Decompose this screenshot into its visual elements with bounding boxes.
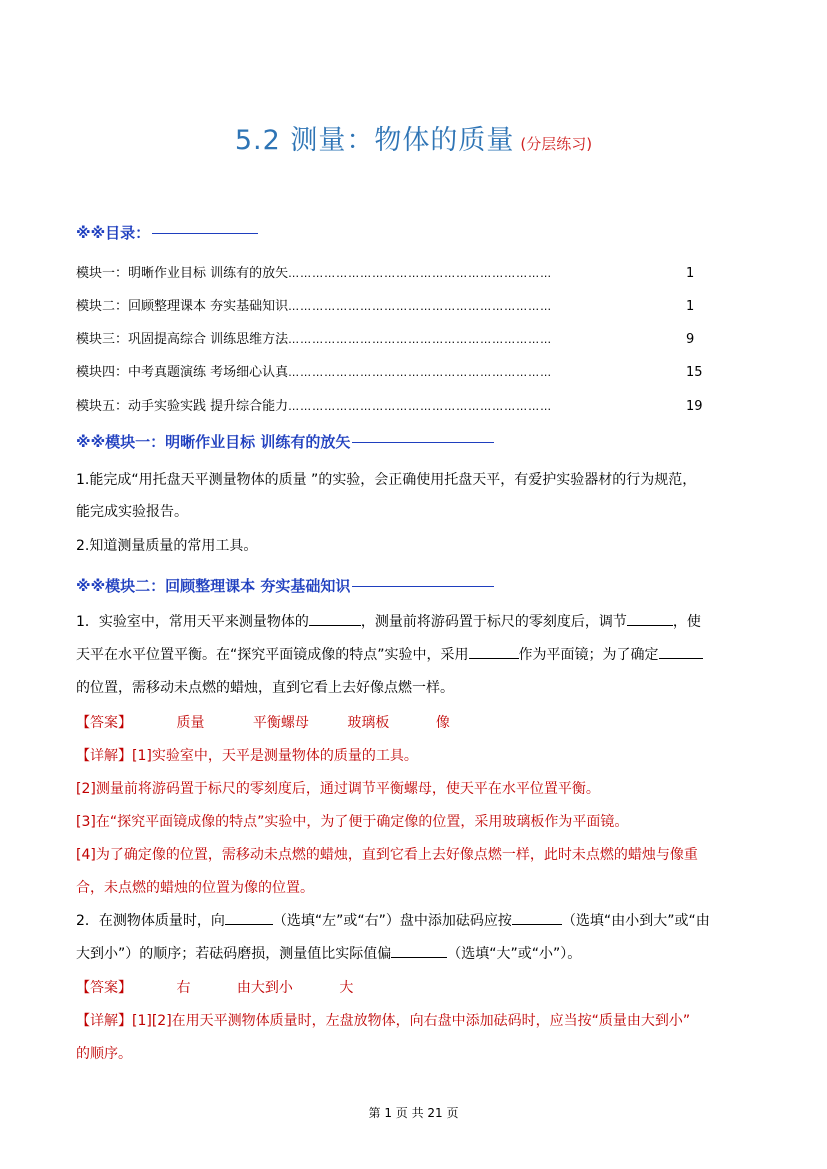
answer-label: 【答案】 <box>76 715 132 731</box>
toc-leader-dots: ………………………………………………………… <box>288 400 553 413</box>
module2-heading <box>76 575 494 596</box>
q1-detail-line-1 <box>76 745 756 768</box>
q1-line-3: 的位置，需移动未点燃的蜡烛，直到它看上去好像点燃一样。 <box>76 680 454 696</box>
q1-detail-line-3: [3]在“探究平面镜成像的特点”实验中，为了便于确定像的位置，采用玻璃板作为平面镜。 <box>76 814 629 830</box>
module1-heading <box>76 431 494 452</box>
q1-detail <box>76 745 756 900</box>
answer-blank[interactable] <box>512 910 562 925</box>
answer-blank[interactable] <box>391 943 447 958</box>
toc-item-page: 1 <box>686 266 695 281</box>
module1-goal-1 <box>76 469 756 524</box>
module1-goal-2: 2.知道测量质量的常用工具。 <box>76 538 258 554</box>
question-2 <box>76 910 756 966</box>
q1-line-1 <box>76 611 756 634</box>
answer-blank[interactable] <box>309 611 361 626</box>
toc-item-page: 9 <box>686 332 695 347</box>
detail-text: [1]实验室中，天平是测量物体的质量的工具。 <box>132 748 418 764</box>
q1-text: 天平在水平位置平衡。在“探究平面镜成像的特点”实验中，采用 <box>76 647 469 663</box>
toc-leader-dots: ………………………………………………………… <box>288 366 553 379</box>
toc-item-page: 19 <box>686 399 703 414</box>
toc-heading <box>76 222 258 243</box>
q2-line-1 <box>76 910 756 933</box>
answer-value: 平衡螺母 <box>252 715 309 731</box>
detail-label: 【详解】 <box>76 1013 132 1029</box>
title-main: 5.2 测量：物体的质量 <box>234 125 515 156</box>
q2-detail-line-1 <box>76 1010 756 1033</box>
answer-value: 像 <box>435 715 450 731</box>
q1-detail-line-4: [4]为了确定像的位置，需移动未点燃的蜡烛，直到它看上去好像点燃一样，此时未点燃的蜡烛与像重 <box>76 847 698 863</box>
toc-item-label: 模块四：中考真题演练 考场细心认真 <box>76 365 289 380</box>
toc-item-page: 15 <box>686 365 703 380</box>
toc-item-5[interactable] <box>76 395 716 414</box>
toc-item-3[interactable] <box>76 328 716 347</box>
toc-leader-dots: ………………………………………………………… <box>288 333 553 346</box>
answer-blank[interactable] <box>225 910 273 925</box>
toc-leader-dots: ………………………………………………………… <box>288 267 553 280</box>
q1-text: ，使 <box>672 614 701 630</box>
goal-1-line-1: 1.能完成“用托盘天平测量物体的质量 ”的实验，会正确使用托盘天平，有爱护实验器材的行为规范， <box>76 472 697 488</box>
question-1 <box>76 611 756 700</box>
answer-blank[interactable] <box>627 611 673 626</box>
q2-text: 大到小”）的顺序；若砝码磨损，测量值比实际值偏 <box>76 946 392 962</box>
answer-value: 质量 <box>176 715 205 731</box>
toc-heading-text: ※※目录： <box>76 224 151 242</box>
answer-value: 玻璃板 <box>347 715 390 731</box>
q2-answer <box>76 977 353 997</box>
q1-text: ，测量前将游码置于标尺的零刻度后，调节 <box>360 614 627 630</box>
heading-rule <box>352 586 494 587</box>
q2-line-2 <box>76 943 756 966</box>
goal-1-line-2: 能完成实验报告。 <box>76 504 188 520</box>
toc-item-2[interactable] <box>76 295 716 314</box>
heading-rule <box>352 442 494 443</box>
toc-item-label: 模块三：巩固提高综合 训练思维方法 <box>76 332 289 347</box>
q2-text: （选填“大”或“小”）。 <box>447 946 582 962</box>
q1-text: 作为平面镜；为了确定 <box>518 647 659 663</box>
answer-value: 大 <box>339 980 354 996</box>
toc-item-1[interactable] <box>76 262 716 281</box>
toc-leader-dots: ………………………………………………………… <box>288 300 553 313</box>
answer-blank[interactable] <box>659 644 703 659</box>
toc-item-label: 模块二：回顾整理课本 夯实基础知识 <box>76 299 289 314</box>
q2-text: （选填“左”或“右”）盘中添加砝码应按 <box>272 913 512 929</box>
q2-text: （选填“由小到大”或“由 <box>561 913 710 929</box>
q2-detail <box>76 1010 756 1066</box>
answer-label: 【答案】 <box>76 980 132 996</box>
title-sub: (分层练习) <box>520 135 593 153</box>
q2-text: 2．在测物体质量时，向 <box>76 913 225 929</box>
q1-detail-line-5: 合，未点燃的蜡烛的位置为像的位置。 <box>76 880 314 896</box>
answer-blank[interactable] <box>469 644 519 659</box>
page-footer: 第 1 页 共 21 页 <box>368 1106 459 1120</box>
q1-answer <box>76 712 450 732</box>
detail-text: [1][2]在用天平测物体质量时，左盘放物体，向右盘中添加砝码时，应当按“质量由大到小” <box>132 1013 691 1029</box>
toc-item-page: 1 <box>686 299 695 314</box>
detail-label: 【详解】 <box>76 748 132 764</box>
toc-item-label: 模块五：动手实验实践 提升综合能力 <box>76 399 289 414</box>
answer-value: 右 <box>176 980 191 996</box>
module1-heading-text: ※※模块一：明晰作业目标 训练有的放矢 <box>76 433 351 451</box>
q1-detail-line-2: [2]测量前将游码置于标尺的零刻度后，通过调节平衡螺母，使天平在水平位置平衡。 <box>76 781 600 797</box>
answer-value: 由大到小 <box>236 980 293 996</box>
q2-detail-line-2: 的顺序。 <box>76 1046 132 1062</box>
q1-text: 1．实验室中，常用天平来测量物体的 <box>76 614 309 630</box>
page-title <box>0 118 827 157</box>
module2-heading-text: ※※模块二：回顾整理课本 夯实基础知识 <box>76 577 351 595</box>
toc-item-4[interactable] <box>76 361 716 380</box>
heading-rule <box>152 233 258 234</box>
toc-item-label: 模块一：明晰作业目标 训练有的放矢 <box>76 266 289 281</box>
q1-line-2 <box>76 644 756 667</box>
